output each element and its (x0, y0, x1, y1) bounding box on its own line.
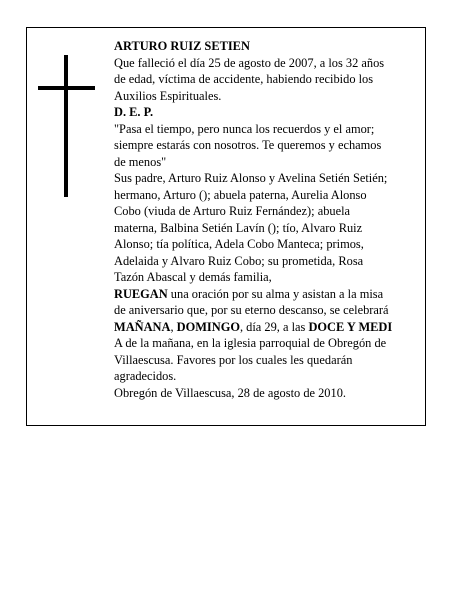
deceased-name: ARTURO RUIZ SETIEN (114, 39, 250, 53)
quote-line: "Pasa el tiempo, pero nunca los recuerdos y el amor; (114, 121, 375, 136)
mass-line: de aniversario que, por su eterno descanso, se celebrará (114, 303, 389, 317)
family-line: materna, Balbina Setién Lavín (); tío, Alvaro Ruiz (114, 220, 363, 235)
cross-icon-bar (38, 86, 95, 90)
mass-line: A de la mañana, en la iglesia parroquial de Obregón de (114, 336, 387, 350)
death-text-line: Auxilios Espirituales. (114, 88, 222, 103)
death-text-line: Que falleció el día 25 de agosto de 2007, a los 32 años (114, 55, 385, 70)
family-line: Alonso; tía política, Adela Cobo Manteca; primos, (114, 237, 364, 251)
domingo-word: DOMINGO (176, 319, 240, 334)
ruegan-word: RUEGAN (114, 286, 168, 301)
mass-line: Villaescusa. Favores por los cuales les quedarán (114, 352, 353, 367)
family-line: Tazón Abascal y demás familia, (114, 270, 272, 284)
mass-text: una oración por su alma y asistan a la misa (167, 286, 384, 301)
dep-heading: D. E. P. (114, 105, 154, 119)
mass-line: agradecidos. (114, 369, 177, 383)
quote-line: siempre estarás con nosotros. Te queremos y echamos (114, 138, 382, 152)
family-line: Sus padre, Arturo Ruiz Alonso y Avelina Setién Setién; (114, 171, 388, 185)
death-text-line: de edad, víctima de accidente, habiendo recibido los (114, 72, 374, 86)
day-text: , día 29, a las (239, 319, 309, 334)
mass-line (114, 319, 426, 336)
family-line: hermano, Arturo (); abuela paterna, Aurelia Alonso (114, 187, 367, 202)
obituary-text (114, 38, 426, 401)
family-line: Adelaida y Alvaro Ruiz Cobo; su prometida, Rosa (114, 253, 364, 268)
manana-word: MAÑANA (114, 319, 171, 334)
cross-icon (64, 55, 68, 197)
mass-time: DOCE Y MEDI (308, 319, 393, 334)
comma-separator: , (170, 319, 177, 334)
quote-line: de menos" (114, 154, 167, 169)
family-line: Cobo (viuda de Arturo Ruiz Fernández); abuela (114, 204, 351, 218)
place-date: Obregón de Villaescusa, 28 de agosto de 2010. (114, 385, 346, 400)
mass-line (114, 286, 426, 303)
